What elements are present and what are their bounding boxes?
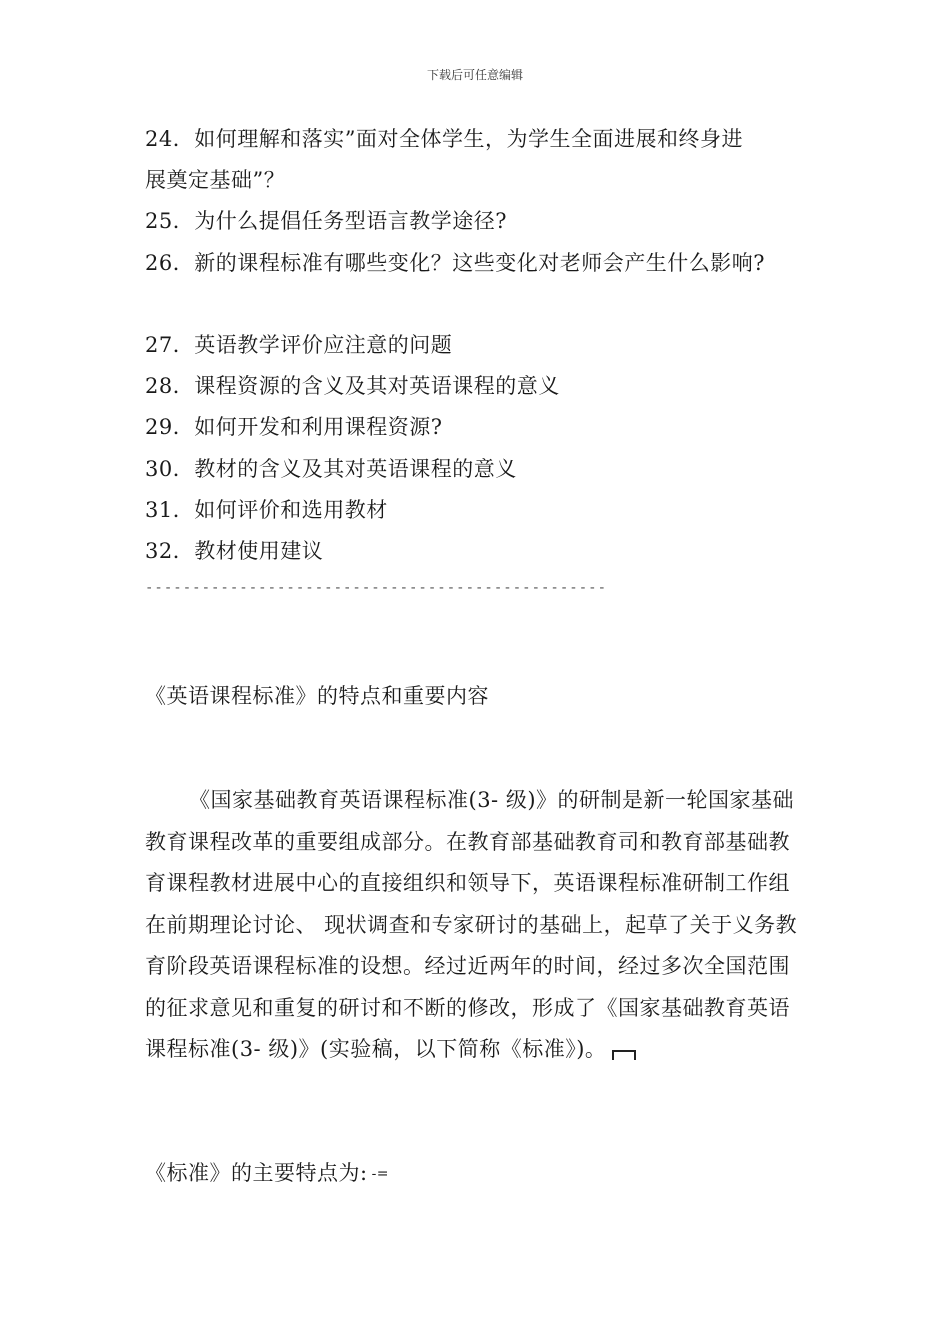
question-25: 25．为什么提倡任务型语言教学途径?	[145, 209, 507, 233]
page-header: 下载后可任意编辑	[426, 68, 523, 82]
question-26: 26．新的课程标准有哪些变化？这些变化对老师会产生什么影响?	[145, 251, 765, 275]
question-27: 27．英语教学评价应注意的问题	[145, 333, 453, 357]
section-title: 《英语课程标准》的特点和重要内容	[145, 684, 489, 708]
divider-line: -------------------------------------------------	[145, 580, 608, 596]
bracket-mark-icon	[612, 1050, 636, 1060]
features-heading	[145, 1157, 389, 1187]
question-32: 32．教材使用建议	[145, 539, 324, 563]
features-label: 《标准》的主要特点为:	[145, 1161, 368, 1185]
question-24-line-2: 展奠定基础”？	[145, 168, 286, 192]
intro-paragraph-text: 《国家基础教育英语课程标准(3- 级)》的研制是新一轮国家基础教育课程改革的重要组成部分。在教育部基础教育司和教育部基础教育课程教材进展中心的直接组织和领导下，英语课程标准研制工作组在前期理论讨论、 现状调查和专家研讨的基础上，起草了关于义务教育阶段英语课程标准的设想。经过近两年的时间，经过多次全国范围的征求意见和重复的研讨和不断的修改，形成了《国家基础教育英语课程标准(3- 级)》(实验稿，以下简称《标准》)。	[145, 788, 798, 1061]
question-30: 30．教材的含义及其对英语课程的意义	[145, 457, 517, 481]
intro-paragraph	[145, 780, 810, 1071]
question-28: 28．课程资源的含义及其对英语课程的意义	[145, 374, 560, 398]
question-31: 31．如何评价和选用教材	[145, 498, 388, 522]
features-mark: -=	[371, 1166, 390, 1182]
question-24-line-1: 24．如何理解和落实”面对全体学生，为学生全面进展和终身进	[145, 127, 743, 151]
question-29: 29．如何开发和利用课程资源?	[145, 415, 443, 439]
